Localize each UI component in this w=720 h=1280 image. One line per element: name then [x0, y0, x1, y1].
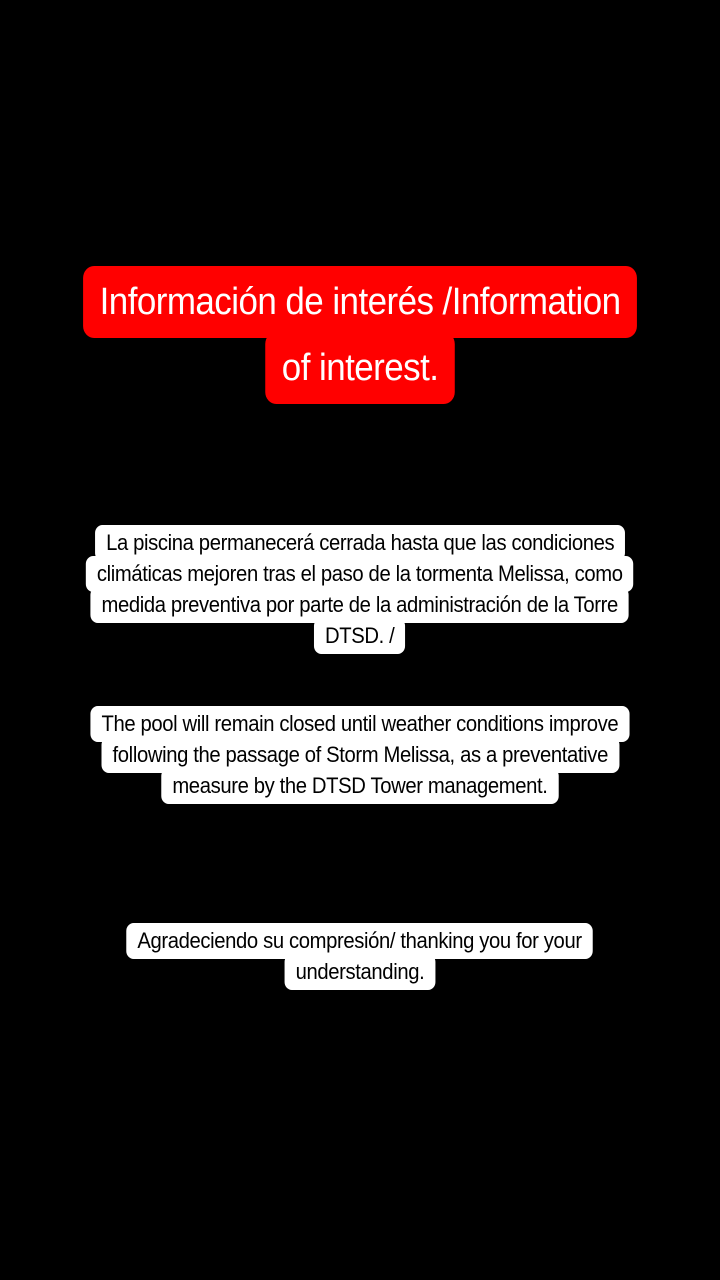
english-notice-line-2: following the passage of Storm Melissa, as a preventative	[101, 737, 619, 773]
english-notice-line-1: The pool will remain closed until weather conditions improve	[91, 706, 630, 742]
title-line-2: of interest.	[265, 332, 455, 404]
spanish-notice-line-3: medida preventiva por parte de la administración de la Torre	[91, 587, 630, 623]
closing-line-1: Agradeciendo su compresión/ thanking you for your	[127, 923, 593, 959]
spanish-notice-line-2: climáticas mejoren tras el paso de la tormenta Melissa, como	[86, 556, 634, 592]
title-caption	[0, 266, 720, 404]
closing-caption	[0, 923, 720, 990]
spanish-notice-caption	[0, 525, 720, 654]
spanish-notice-line-1: La piscina permanecerá cerrada hasta que las condiciones	[95, 525, 625, 561]
closing-line-2: understanding.	[285, 954, 436, 990]
title-line-1: Información de interés /Information	[83, 266, 637, 338]
english-notice-line-3: measure by the DTSD Tower management.	[161, 768, 558, 804]
english-notice-caption	[0, 706, 720, 804]
spanish-notice-line-4: DTSD. /	[314, 618, 405, 654]
